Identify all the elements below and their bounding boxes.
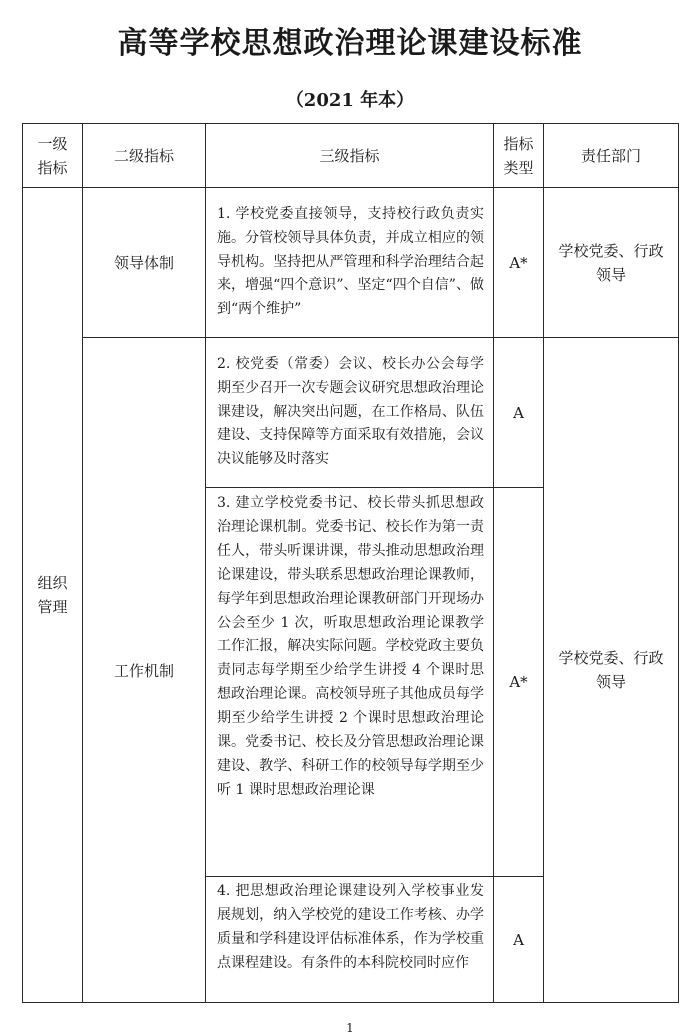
table-header-row (23, 124, 679, 188)
header-level3: 三级指标 (206, 124, 494, 188)
level3-item-1: 1. 学校党委直接领导，支持校行政负责实施。分管校领导具体负责，并成立相应的领导机构。坚持把从严管理和科学治理结合起来，增强“四个意识”、坚定“四个自信”、做到“两个维护” (206, 188, 494, 338)
type-cell-3: A* (494, 488, 544, 877)
level3-item-3: 3. 建立学校党委书记、校长带头抓思想政治理论课机制。党委书记、校长作为第一责任人，带头听课讲课，带头推动思想政治理论课建设，带头联系思想政治理论课教师，每学年到思想政治理论课教研部门开现场办公会至少 1 次，听取思想政治理论课教学工作汇报，解决实际问题。学校党政主要负责同志每学期至少给学生讲授 4 个课时思想政治理论课。高校领导班子其他成员每学期至少给学生讲授 2 个课时思想政治理论课。党委书记、校长及分管思想政治理论课建设、教学、科研工作的校领导每学期至少听 1 课时思想政治理论课 (206, 488, 494, 877)
type-cell-4: A (494, 877, 544, 1003)
level2-label: 领导体制 (113, 254, 174, 272)
level1-label: 组织管理 (37, 574, 68, 616)
header-dept: 责任部门 (544, 124, 679, 188)
standards-table (22, 123, 679, 1003)
header-level2: 二级指标 (83, 124, 206, 188)
dept-cell-mechanism: 学校党委、行政领导 (544, 338, 679, 1003)
document-subtitle: （2021 年本） (285, 90, 415, 111)
level1-cell (23, 188, 83, 1003)
level3-item-2: 2. 校党委（常委）会议、校长办公会每学期至少召开一次专题会议研究思想政治理论课建设，解决突出问题，在工作格局、队伍建设、支持保障等方面采取有效措施，会议决议能够及时落实 (206, 338, 494, 488)
level3-item-4: 4. 把思想政治理论课建设列入学校事业发展规划，纳入学校党的建设工作考核、办学质量和学科建设评估标准体系，作为学校重点课程建设。有条件的本科院校同时应作 (206, 877, 494, 1003)
level2-cell-mechanism (83, 338, 206, 1003)
page-number: 1 (346, 1021, 354, 1035)
header-level1: 一级指标 (23, 124, 83, 188)
table-row (23, 188, 679, 338)
type-cell-1: A* (494, 188, 544, 338)
level2-cell-leadership (83, 188, 206, 338)
type-cell-2: A (494, 338, 544, 488)
dept-cell-leadership: 学校党委、行政领导 (544, 188, 679, 338)
level2-label: 工作机制 (113, 661, 174, 680)
header-type: 指标类型 (494, 124, 544, 188)
table-row (23, 338, 679, 488)
document-title: 高等学校思想政治理论课建设标准 (117, 26, 583, 61)
